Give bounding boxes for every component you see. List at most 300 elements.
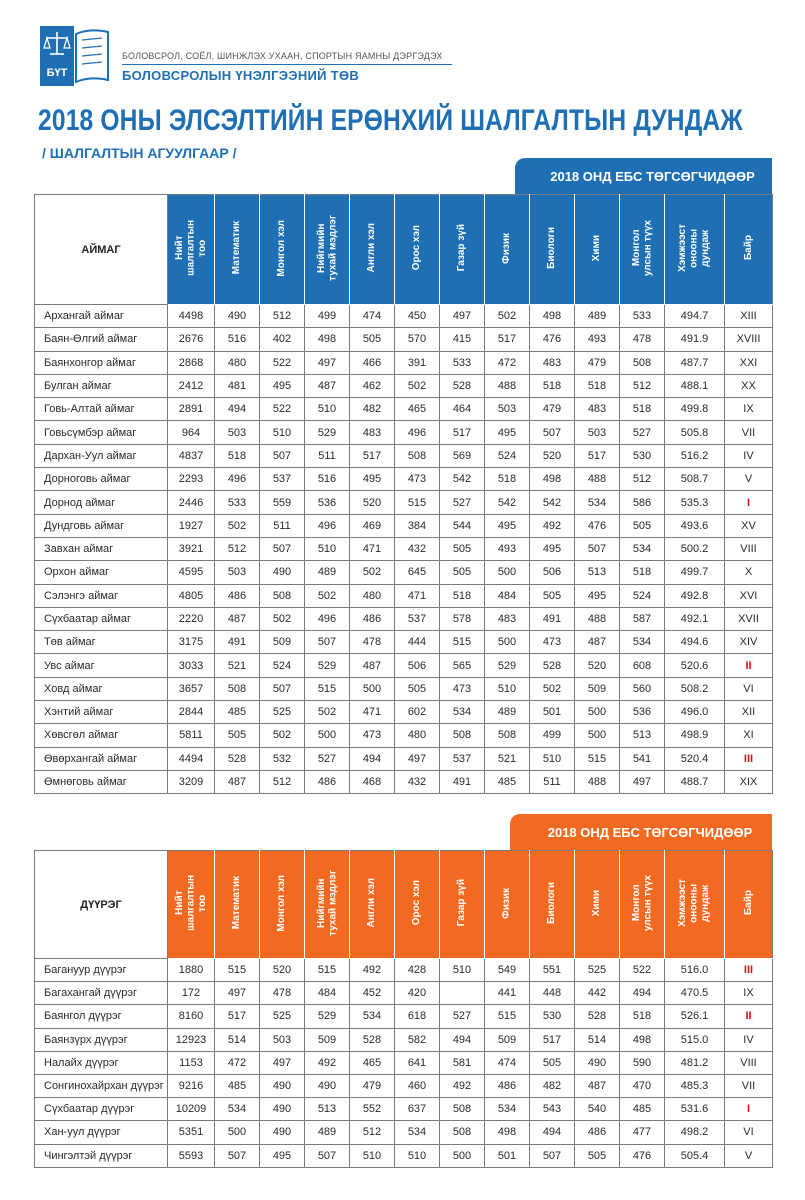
subject-score-cell: 485	[215, 701, 260, 724]
subject-score-cell: 487	[305, 374, 350, 397]
district-column-header-label: Нийгмийн тухай мэдлэг	[315, 870, 338, 936]
aimag-name-cell: Сүхбаатар аймаг	[35, 607, 168, 630]
exam-count-cell: 5593	[168, 1144, 215, 1167]
subject-score-cell: 517	[215, 1005, 260, 1028]
subject-score-cell: 549	[485, 959, 530, 982]
district-column-header-label: Газар зүй	[456, 879, 468, 927]
subject-score-cell: 488	[575, 607, 620, 630]
district-name-cell: Хан-уул дүүрэг	[35, 1121, 168, 1144]
logo-text: БҮТ	[46, 67, 68, 79]
subject-score-cell: 508	[620, 351, 665, 374]
subject-score-cell: 544	[440, 514, 485, 537]
average-score-cell: 470.5	[665, 982, 725, 1005]
subject-score-cell: 490	[215, 305, 260, 328]
exam-count-cell: 8160	[168, 1005, 215, 1028]
subject-score-cell: 608	[620, 654, 665, 677]
subject-score-cell: 510	[260, 421, 305, 444]
subject-score-cell: 507	[305, 1144, 350, 1167]
table-row	[35, 724, 773, 747]
average-score-cell: 526.1	[665, 1005, 725, 1028]
subject-score-cell: 480	[215, 351, 260, 374]
subject-score-cell: 505	[530, 584, 575, 607]
subject-score-cell: 508	[395, 444, 440, 467]
aimag-name-cell: Дорнод аймаг	[35, 491, 168, 514]
average-score-cell: 481.2	[665, 1051, 725, 1074]
aimag-column-header-label: Физик	[501, 232, 513, 264]
subject-score-cell: 460	[395, 1074, 440, 1097]
subject-score-cell: 472	[485, 351, 530, 374]
subject-score-cell: 533	[215, 491, 260, 514]
exam-count-cell: 12923	[168, 1028, 215, 1051]
rank-cell: VI	[725, 677, 773, 700]
subject-score-cell: 511	[305, 444, 350, 467]
subject-score-cell: 484	[485, 584, 530, 607]
exam-count-cell: 5351	[168, 1121, 215, 1144]
subject-score-cell: 489	[305, 1121, 350, 1144]
subject-score-cell: 498	[305, 328, 350, 351]
subject-score-cell: 432	[395, 770, 440, 793]
aimag-column-header-label: Биологи	[546, 227, 558, 269]
table-row	[35, 1051, 773, 1074]
subject-score-cell: 512	[260, 305, 305, 328]
subject-score-cell: 497	[305, 351, 350, 374]
exam-count-cell: 4805	[168, 584, 215, 607]
exam-count-cell: 2891	[168, 398, 215, 421]
subject-score-cell: 533	[440, 351, 485, 374]
subject-score-cell: 542	[530, 491, 575, 514]
table-row	[35, 1028, 773, 1051]
subject-score-cell: 502	[350, 561, 395, 584]
subject-score-cell: 497	[260, 1051, 305, 1074]
subject-score-cell: 466	[350, 351, 395, 374]
average-score-cell: 505.8	[665, 421, 725, 444]
rank-cell: XVII	[725, 607, 773, 630]
exam-count-cell: 4837	[168, 444, 215, 467]
org-name: БОЛОВСРОЛЫН ҮНЭЛГЭЭНИЙ ТӨВ	[122, 68, 360, 83]
subject-score-cell: 521	[215, 654, 260, 677]
aimag-region-header: АЙМАГ	[35, 195, 168, 305]
subject-score-cell: 517	[575, 444, 620, 467]
subject-score-cell: 496	[305, 607, 350, 630]
subject-score-cell: 512	[215, 537, 260, 560]
district-column-header-label: Монгол хэл	[276, 874, 288, 932]
subject-score-cell: 495	[350, 468, 395, 491]
aimag-name-cell: Баянхонгор аймаг	[35, 351, 168, 374]
subject-score-cell: 506	[530, 561, 575, 584]
district-column-header	[620, 851, 665, 959]
average-score-cell: 491.9	[665, 328, 725, 351]
subject-score-cell: 488	[575, 468, 620, 491]
subject-score-cell: 528	[215, 747, 260, 770]
subject-score-cell: 473	[530, 631, 575, 654]
exam-count-cell: 9216	[168, 1074, 215, 1097]
subject-score-cell: 468	[350, 770, 395, 793]
table-row	[35, 959, 773, 982]
average-score-cell: 531.6	[665, 1098, 725, 1121]
subject-score-cell: 495	[575, 584, 620, 607]
exam-count-cell: 3175	[168, 631, 215, 654]
table-row	[35, 468, 773, 491]
org-logo-icon	[38, 24, 114, 88]
subject-score-cell: 482	[530, 1074, 575, 1097]
aimag-column-header	[620, 195, 665, 305]
header-divider	[122, 64, 452, 65]
subject-score-cell: 503	[260, 1028, 305, 1051]
subject-score-cell: 509	[575, 677, 620, 700]
subject-score-cell: 494	[350, 747, 395, 770]
subject-score-cell: 508	[440, 724, 485, 747]
subject-score-cell: 516	[305, 468, 350, 491]
subject-score-cell: 501	[485, 1144, 530, 1167]
average-score-cell: 496.0	[665, 701, 725, 724]
average-score-cell: 499.8	[665, 398, 725, 421]
rank-cell: XIV	[725, 631, 773, 654]
subject-score-cell: 509	[260, 631, 305, 654]
aimag-name-cell: Төв аймаг	[35, 631, 168, 654]
subject-score-cell: 559	[260, 491, 305, 514]
rank-cell: XI	[725, 724, 773, 747]
subject-score-cell: 495	[485, 421, 530, 444]
district-column-header	[350, 851, 395, 959]
subject-score-cell: 491	[215, 631, 260, 654]
subject-score-cell: 500	[350, 677, 395, 700]
subject-score-cell: 479	[575, 351, 620, 374]
district-column-header-label: Орос хэл	[411, 880, 423, 926]
aimag-column-header-label: Нийгмийн тухай мэдлэг	[315, 215, 338, 281]
aimag-column-header	[530, 195, 575, 305]
page-subtitle: / ШАЛГАЛТЫН АГУУЛГААР /	[42, 145, 237, 161]
subject-score-cell: 534	[620, 537, 665, 560]
subject-score-cell: 570	[395, 328, 440, 351]
subject-score-cell: 515	[305, 959, 350, 982]
aimag-column-header	[575, 195, 620, 305]
subject-score-cell: 507	[215, 1144, 260, 1167]
subject-score-cell: 530	[620, 444, 665, 467]
table-row	[35, 631, 773, 654]
table-row	[35, 328, 773, 351]
subject-score-cell: 492	[440, 1074, 485, 1097]
subject-score-cell: 473	[350, 724, 395, 747]
subject-score-cell: 502	[485, 305, 530, 328]
average-score-cell: 493.6	[665, 514, 725, 537]
subject-score-cell: 473	[395, 468, 440, 491]
subject-score-cell: 476	[530, 328, 575, 351]
subject-score-cell: 513	[620, 724, 665, 747]
subject-score-cell: 512	[620, 374, 665, 397]
subject-score-cell: 465	[395, 398, 440, 421]
subject-score-cell: 489	[575, 305, 620, 328]
subject-score-cell: 533	[620, 305, 665, 328]
aimag-name-cell: Баян-Өлгий аймаг	[35, 328, 168, 351]
subject-score-cell: 474	[350, 305, 395, 328]
subject-score-cell: 492	[305, 1051, 350, 1074]
subject-score-cell: 590	[620, 1051, 665, 1074]
exam-count-cell: 4498	[168, 305, 215, 328]
subject-score-cell: 510	[485, 677, 530, 700]
subject-score-cell: 490	[260, 1098, 305, 1121]
rank-cell: III	[725, 959, 773, 982]
aimag-column-header	[168, 195, 215, 305]
subject-score-cell: 514	[575, 1028, 620, 1051]
subject-score-cell: 515	[305, 677, 350, 700]
subject-score-cell: 518	[440, 584, 485, 607]
subject-score-cell: 499	[530, 724, 575, 747]
rank-cell: IX	[725, 982, 773, 1005]
subject-score-cell: 476	[620, 1144, 665, 1167]
subject-score-cell: 508	[485, 724, 530, 747]
table-row	[35, 444, 773, 467]
table-row	[35, 770, 773, 793]
subject-score-cell: 524	[260, 654, 305, 677]
average-score-cell: 515.0	[665, 1028, 725, 1051]
district-name-cell: Багахангай дүүрэг	[35, 982, 168, 1005]
aimag-name-cell: Өмнөговь аймаг	[35, 770, 168, 793]
subject-score-cell: 522	[260, 398, 305, 421]
subject-score-cell: 471	[350, 701, 395, 724]
district-region-header: ДҮҮРЭГ	[35, 851, 168, 959]
rank-cell: II	[725, 654, 773, 677]
subject-score-cell: 474	[485, 1051, 530, 1074]
subject-score-cell: 391	[395, 351, 440, 374]
subject-score-cell: 503	[215, 561, 260, 584]
header	[38, 24, 768, 94]
subject-score-cell: 502	[260, 607, 305, 630]
rank-cell: IV	[725, 1028, 773, 1051]
district-header-row	[35, 851, 773, 959]
subject-score-cell: 470	[620, 1074, 665, 1097]
average-score-cell: 492.8	[665, 584, 725, 607]
subject-score-cell: 448	[530, 982, 575, 1005]
subject-score-cell: 587	[620, 607, 665, 630]
subject-score-cell: 525	[260, 1005, 305, 1028]
table-row	[35, 654, 773, 677]
subject-score-cell: 522	[260, 351, 305, 374]
rank-cell: VII	[725, 1074, 773, 1097]
subject-score-cell: 503	[575, 421, 620, 444]
table-row	[35, 514, 773, 537]
table-row	[35, 537, 773, 560]
subject-score-cell: 495	[260, 1144, 305, 1167]
district-name-cell: Налайх дүүрэг	[35, 1051, 168, 1074]
district-column-header	[665, 851, 725, 959]
subject-score-cell: 505	[440, 537, 485, 560]
subject-score-cell: 529	[305, 1005, 350, 1028]
district-column-header	[725, 851, 773, 959]
subject-score-cell: 486	[485, 1074, 530, 1097]
average-score-cell: 516.0	[665, 959, 725, 982]
subject-score-cell: 582	[395, 1028, 440, 1051]
average-score-cell: 520.6	[665, 654, 725, 677]
rank-cell: XXI	[725, 351, 773, 374]
rank-cell: XV	[725, 514, 773, 537]
subject-score-cell: 450	[395, 305, 440, 328]
exam-count-cell: 3921	[168, 537, 215, 560]
aimag-name-cell: Хөвсгөл аймаг	[35, 724, 168, 747]
exam-count-cell: 1153	[168, 1051, 215, 1074]
subject-score-cell: 534	[485, 1098, 530, 1121]
subject-score-cell: 487	[575, 1074, 620, 1097]
table-row	[35, 1121, 773, 1144]
aimag-name-cell: Дорноговь аймаг	[35, 468, 168, 491]
subject-score-cell: 528	[575, 1005, 620, 1028]
exam-count-cell: 2844	[168, 701, 215, 724]
rank-cell: IX	[725, 398, 773, 421]
subject-score-cell: 496	[395, 421, 440, 444]
subject-score-cell: 432	[395, 537, 440, 560]
subject-score-cell: 489	[305, 561, 350, 584]
subject-score-cell: 534	[620, 631, 665, 654]
subject-score-cell: 488	[485, 374, 530, 397]
subject-score-cell: 518	[620, 398, 665, 421]
rank-cell: X	[725, 561, 773, 584]
table-row	[35, 374, 773, 397]
table-row	[35, 351, 773, 374]
subject-score-cell: 505	[440, 561, 485, 584]
subject-score-cell: 542	[485, 491, 530, 514]
subject-score-cell: 480	[395, 724, 440, 747]
aimag-column-header	[440, 195, 485, 305]
subject-score-cell: 499	[305, 305, 350, 328]
average-score-cell: 485.3	[665, 1074, 725, 1097]
table-row	[35, 1098, 773, 1121]
district-column-header-label: Англи хэл	[366, 878, 378, 928]
subject-score-cell: 534	[395, 1121, 440, 1144]
subject-score-cell: 490	[305, 1074, 350, 1097]
aimag-name-cell: Дархан-Уул аймаг	[35, 444, 168, 467]
aimag-header-row	[35, 195, 773, 305]
aimag-table-body	[35, 305, 773, 794]
subject-score-cell: 520	[575, 654, 620, 677]
subject-score-cell: 441	[485, 982, 530, 1005]
subject-score-cell: 507	[305, 631, 350, 654]
subject-score-cell: 540	[575, 1098, 620, 1121]
subject-score-cell: 543	[530, 1098, 575, 1121]
subject-score-cell: 500	[485, 631, 530, 654]
subject-score-cell: 510	[530, 747, 575, 770]
subject-score-cell: 542	[440, 468, 485, 491]
average-score-cell: 488.7	[665, 770, 725, 793]
subject-score-cell: 522	[620, 959, 665, 982]
subject-score-cell: 637	[395, 1098, 440, 1121]
subject-score-cell: 527	[440, 491, 485, 514]
subject-score-cell: 442	[575, 982, 620, 1005]
rank-cell: V	[725, 468, 773, 491]
district-name-cell: Сүхбаатар дүүрэг	[35, 1098, 168, 1121]
district-results-table	[34, 850, 773, 1168]
subject-score-cell: 529	[305, 654, 350, 677]
org-subtitle: БОЛОВСРОЛ, СОЁЛ, ШИНЖЛЭХ УХААН, СПОРТЫН ЯАМНЫ ДЭРГЭДЭХ	[122, 51, 443, 61]
subject-score-cell: 428	[395, 959, 440, 982]
exam-count-cell: 2676	[168, 328, 215, 351]
aimag-column-header-label: Монгол хэл	[276, 219, 288, 277]
subject-score-cell: 488	[575, 770, 620, 793]
rank-cell: IV	[725, 444, 773, 467]
subject-score-cell: 496	[215, 468, 260, 491]
subject-score-cell: 536	[620, 701, 665, 724]
district-column-header-label: Хэмжээст онооны дундаж	[677, 879, 712, 927]
district-column-header	[395, 851, 440, 959]
subject-score-cell: 534	[440, 701, 485, 724]
subject-score-cell: 494	[620, 982, 665, 1005]
subject-score-cell: 483	[530, 351, 575, 374]
subject-score-cell: 491	[530, 607, 575, 630]
subject-score-cell: 485	[485, 770, 530, 793]
aimag-name-cell: Өвөрхангай аймаг	[35, 747, 168, 770]
subject-score-cell: 569	[440, 444, 485, 467]
aimag-column-header-label: Математик	[231, 221, 243, 275]
subject-score-cell: 507	[575, 537, 620, 560]
subject-score-cell: 527	[440, 1005, 485, 1028]
district-table-banner: 2018 ОНД ЕБС ТӨГСӨГЧИДӨӨР	[510, 814, 772, 850]
district-column-header-label: Биологи	[546, 882, 558, 924]
exam-count-cell: 2868	[168, 351, 215, 374]
district-column-header	[168, 851, 215, 959]
subject-score-cell: 491	[440, 770, 485, 793]
subject-score-cell	[440, 982, 485, 1005]
aimag-name-cell: Хэнтий аймаг	[35, 701, 168, 724]
subject-score-cell: 485	[215, 1074, 260, 1097]
subject-score-cell: 515	[395, 491, 440, 514]
subject-score-cell: 502	[260, 724, 305, 747]
subject-score-cell: 520	[530, 444, 575, 467]
subject-score-cell: 524	[485, 444, 530, 467]
subject-score-cell: 518	[620, 561, 665, 584]
average-score-cell: 505.4	[665, 1144, 725, 1167]
aimag-name-cell: Архангай аймаг	[35, 305, 168, 328]
average-score-cell: 508.2	[665, 677, 725, 700]
subject-score-cell: 481	[215, 374, 260, 397]
subject-score-cell: 497	[620, 770, 665, 793]
subject-score-cell: 505	[530, 1051, 575, 1074]
exam-count-cell: 1880	[168, 959, 215, 982]
table-row	[35, 1005, 773, 1028]
district-column-header-label: Монгол улсын түүх	[630, 874, 653, 932]
subject-score-cell: 472	[215, 1051, 260, 1074]
subject-score-cell: 529	[485, 654, 530, 677]
average-score-cell: 516.2	[665, 444, 725, 467]
district-name-cell: Сонгинохайрхан дүүрэг	[35, 1074, 168, 1097]
aimag-column-header	[305, 195, 350, 305]
subject-score-cell: 502	[215, 514, 260, 537]
subject-score-cell: 480	[350, 584, 395, 607]
subject-score-cell: 471	[350, 537, 395, 560]
district-table-body	[35, 959, 773, 1168]
subject-score-cell: 482	[350, 398, 395, 421]
subject-score-cell: 510	[440, 959, 485, 982]
district-column-header	[440, 851, 485, 959]
subject-score-cell: 452	[350, 982, 395, 1005]
exam-count-cell: 4595	[168, 561, 215, 584]
table-row	[35, 584, 773, 607]
aimag-column-header	[215, 195, 260, 305]
district-column-header	[260, 851, 305, 959]
aimag-name-cell: Орхон аймаг	[35, 561, 168, 584]
subject-score-cell: 484	[305, 982, 350, 1005]
table-row	[35, 607, 773, 630]
subject-score-cell: 528	[440, 374, 485, 397]
district-column-header-label: Физик	[501, 887, 513, 919]
subject-score-cell: 578	[440, 607, 485, 630]
subject-score-cell: 517	[350, 444, 395, 467]
subject-score-cell: 501	[530, 701, 575, 724]
subject-score-cell: 515	[575, 747, 620, 770]
rank-cell: XII	[725, 701, 773, 724]
subject-score-cell: 500	[575, 701, 620, 724]
subject-score-cell: 500	[575, 724, 620, 747]
table-row	[35, 1074, 773, 1097]
aimag-name-cell: Ховд аймаг	[35, 677, 168, 700]
subject-score-cell: 486	[350, 607, 395, 630]
